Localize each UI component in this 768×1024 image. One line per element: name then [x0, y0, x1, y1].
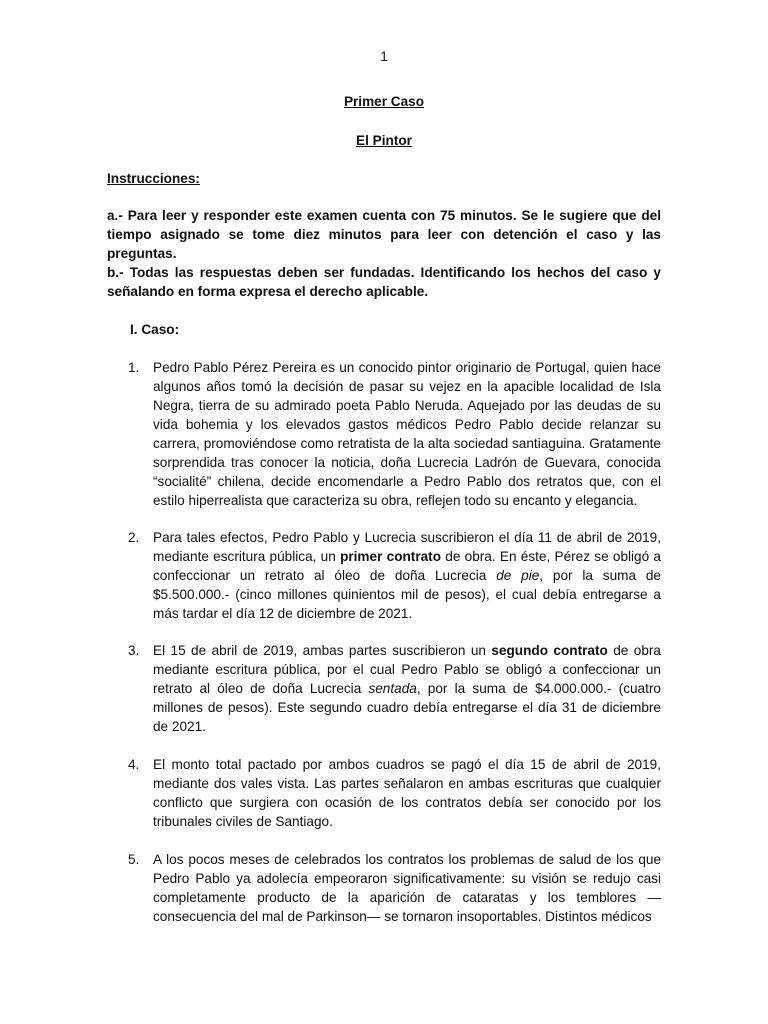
document-subtitle: El Pintor — [356, 133, 412, 148]
section-heading: I. Caso: — [130, 322, 180, 337]
emphasis-italic: sentada — [368, 681, 417, 696]
list-item-text: El monto total pactado por ambos cuadros se pagó el día 15 de abril de 2019, mediante dos vales vista. Las partes señalaron en ambas escrituras que cualquier conflicto que surgiera con ocasión de los contratos debía ser conocido por los tribunales civiles de Santiago. — [153, 757, 661, 829]
list-item-number: 5. — [128, 852, 140, 867]
list-item-text — [153, 528, 661, 623]
list-item-number: 2. — [128, 530, 140, 545]
text-run: de obra. En éste, Pérez se obligó a confeccionar un retrato al óleo de doña Lucrecia — [153, 549, 661, 583]
emphasis-bold: primer contrato — [340, 549, 442, 564]
instruction-a: a.- Para leer y responder este examen cuenta con 75 minutos. Se le sugiere que del tiempo asignado se tome diez minutos para leer con detención el caso y las preguntas. — [107, 208, 661, 261]
text-run: El 15 de abril de 2019, ambas partes suscribieron un — [153, 643, 492, 658]
list-item-text: Pedro Pablo Pérez Pereira es un conocido pintor originario de Portugal, quien hace algunos años tomó la decisión de pasar su vejez en la apacible localidad de Isla Negra, tierra de su admirado poeta Pablo Neruda. Aquejado por las deudas de su vida bohemia y los elevados gastos médicos Pedro Pablo decide relanzar su carrera, promoviéndose como retratista de la alta sociedad santiaguina. Gratamente sorprendida tras conocer la noticia, doña Lucrecia Ladrón de Guevara, conocida “socialité” chilena, decide encomendarle a Pedro Pablo dos retratos que, con el estilo hiperrealista que caracteriza su obra, reflejen todo su encanto y elegancia. — [153, 360, 661, 508]
list-item-text — [153, 641, 661, 736]
text-run: , por la suma de $4.000.000.- (cuatro millones de pesos). Este segundo cuadro debía entregarse el día 31 de diciembre de 2021. — [153, 681, 661, 734]
emphasis-italic: de pie — [496, 568, 540, 583]
document-title: Primer Caso — [343, 94, 425, 109]
list-item-number: 1. — [128, 360, 140, 375]
emphasis-bold: segundo contrato — [491, 643, 608, 658]
text-run: , por la suma de $5.500.000.- (cinco millones quinientos mil de pesos), el cual debía entregarse a más tardar el día 12 de diciembre de 2021. — [153, 568, 661, 621]
text-run: de obra mediante escritura pública, por el cual Pedro Pablo se obligó a confeccionar un retrato al óleo de doña Lucrecia — [153, 643, 661, 696]
text-run: Para tales efectos, Pedro Pablo y Lucrecia suscribieron el día 11 de abril de 2019, mediante escritura pública, un — [153, 530, 661, 564]
instructions-heading: Instrucciones: — [107, 171, 200, 186]
list-item-number: 3. — [128, 643, 140, 658]
list-item-number: 4. — [128, 757, 140, 772]
list-item-text: A los pocos meses de celebrados los contratos los problemas de salud de los que Pedro Pablo ya adolecía empeoraron significativamente: su visión se redujo casi completamente producto de la aparición de cataratas y los temblores —consecuencia del mal de Parkinson— se tornaron insoportables. Distintos médicos — [153, 852, 661, 924]
instruction-b: b.- Todas las respuestas deben ser fundadas. Identificando los hechos del caso y señalando en forma expresa el derecho aplicable. — [107, 265, 661, 299]
page-number: 1 — [380, 49, 388, 64]
